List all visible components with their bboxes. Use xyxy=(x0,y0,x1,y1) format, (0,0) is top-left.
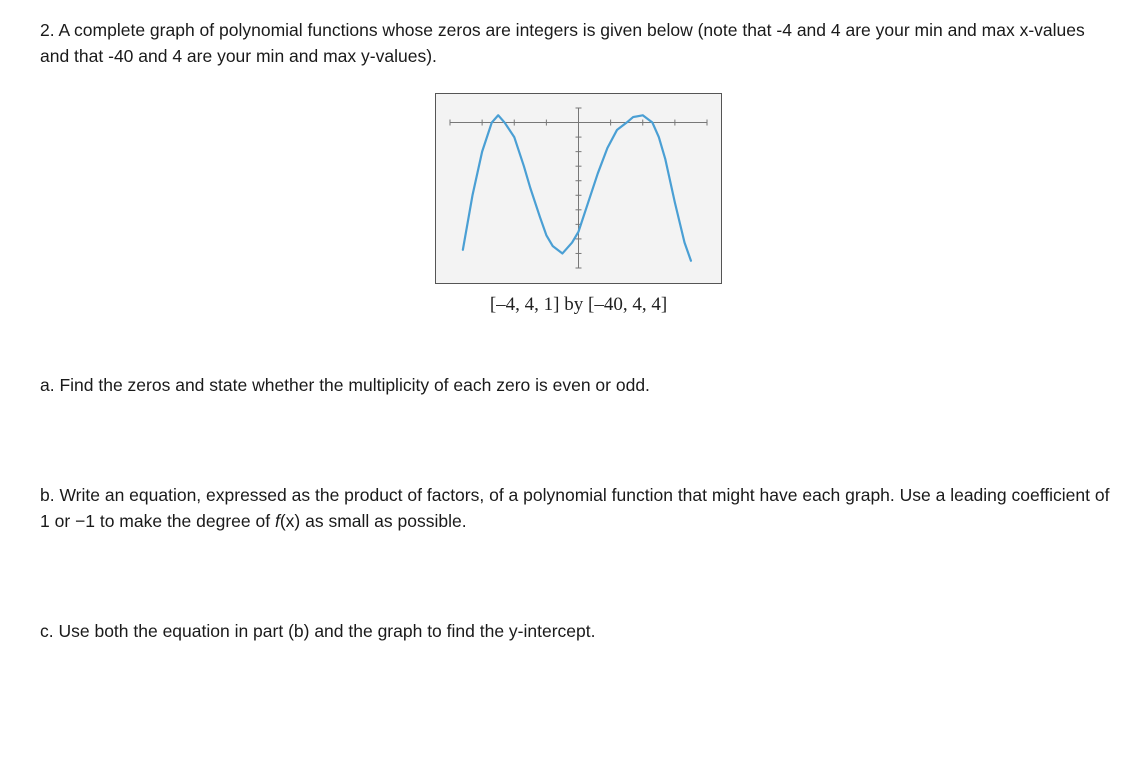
graph-frame xyxy=(435,93,722,284)
function-name: f xyxy=(274,511,280,531)
question-part-c: c. Use both the equation in part (b) and the graph to find the y-intercept. xyxy=(40,621,596,641)
problem-intro: 2. A complete graph of polynomial functions whose zeros are integers is given below (note that -4 and 4 are your min and max x-values and that -40 and 4 are your min and max y-values). xyxy=(40,20,1085,66)
part-b-text-end: (x) as small as possible. xyxy=(279,511,467,531)
part-b-text: b. Write an equation, expressed as the product of factors, of a polynomial function that might have each graph. Use a leading coefficient of 1 or −1 to make the degree of xyxy=(40,485,1110,531)
polynomial-graph xyxy=(436,94,721,282)
question-part-b xyxy=(40,482,1110,534)
viewing-window-label: [–4, 4, 1] by [–40, 4, 4] xyxy=(489,294,668,315)
question-part-a: a. Find the zeros and state whether the multiplicity of each zero is even or odd. xyxy=(40,375,650,395)
